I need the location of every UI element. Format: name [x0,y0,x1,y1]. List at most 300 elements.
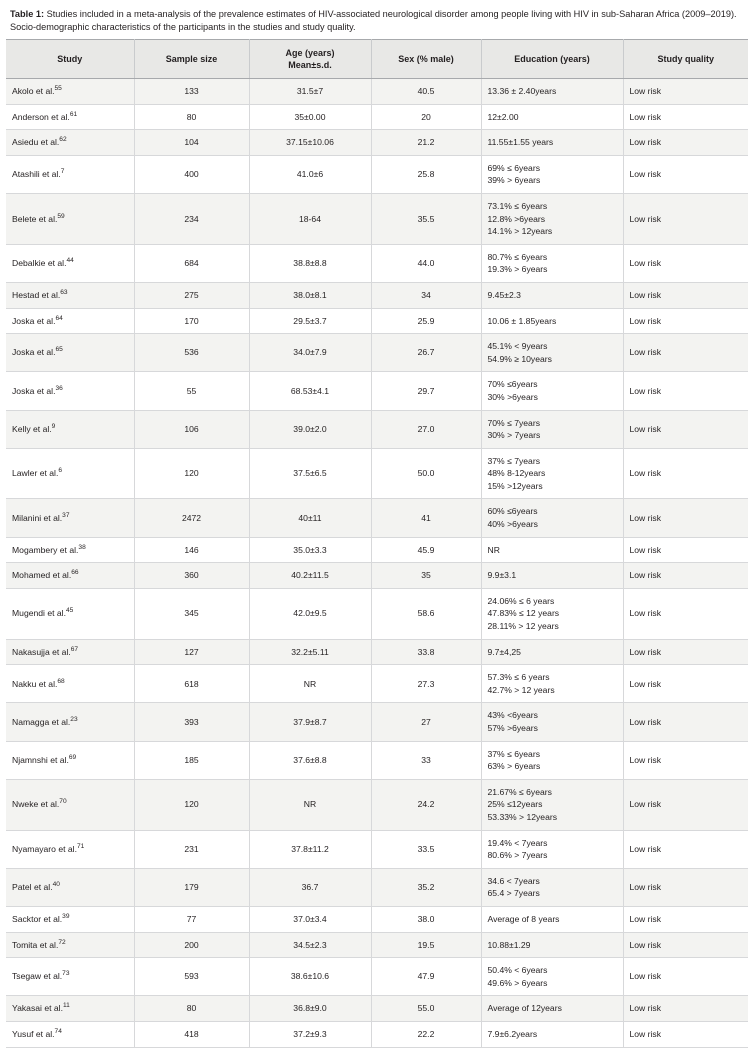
cell-study-quality: Low risk [623,703,748,741]
education-line: 11.55±1.55 years [487,137,554,148]
study-reference: 45 [65,607,74,615]
cell-age: 42.0±9.5 [249,588,371,639]
cell-study [6,588,134,639]
education-line: 45.1% < 9years [487,341,548,352]
study-name: Joska et al. [12,385,56,396]
education-line: 40% >6years [487,519,538,530]
cell-study [6,639,134,665]
cell-sample-size: 536 [134,334,249,372]
cell-sex: 41 [371,499,481,537]
cell-education [481,537,623,563]
study-reference: 69 [68,754,77,762]
cell-study-quality: Low risk [623,996,748,1022]
cell-sample-size: 55 [134,372,249,410]
education-line: 65.4 > 7years [487,888,540,899]
study-name: Nakasujja et al. [12,646,71,657]
cell-education [481,334,623,372]
cell-age: 31.5±7 [249,79,371,105]
education-line: 69% ≤ 6years [487,162,540,173]
cell-study-quality: Low risk [623,130,748,156]
cell-study-quality: Low risk [623,639,748,665]
table-row [6,155,748,193]
cell-study [6,958,134,996]
table-row [6,372,748,410]
cell-education [481,588,623,639]
study-name: Lawler et al. [12,468,59,479]
cell-age: 37.0±3.4 [249,906,371,932]
education-line: 53.33% > 12years [487,811,558,822]
study-name: Nweke et al. [12,799,60,810]
cell-sex: 33.5 [371,830,481,868]
education-line: 19.4% < 7years [487,837,548,848]
cell-age: 37.8±11.2 [249,830,371,868]
cell-study-quality: Low risk [623,193,748,244]
cell-age: 36.7 [249,868,371,906]
cell-sample-size: 80 [134,996,249,1022]
table-row [6,639,748,665]
study-name: Akolo et al. [12,86,55,96]
cell-education [481,410,623,448]
cell-age: 38.8±8.8 [249,244,371,282]
study-name: Hestad et al. [12,289,61,300]
cell-study [6,155,134,193]
cell-sample-size: 393 [134,703,249,741]
cell-sex: 45.9 [371,537,481,563]
cell-age: 38.0±8.1 [249,282,371,308]
cell-sex: 27.0 [371,410,481,448]
column-header-age-line1: Age (years) [285,48,335,58]
education-line: 50.4% < 6years [487,965,548,976]
cell-study [6,244,134,282]
study-name: Mohamed et al. [12,570,72,581]
education-line: 60% ≤6years [487,506,538,517]
column-header-sex: Sex (% male) [371,40,481,79]
cell-sex: 33 [371,741,481,779]
study-reference: 70 [59,798,67,806]
cell-age: NR [249,779,371,830]
cell-sex: 27.3 [371,665,481,703]
cell-study-quality: Low risk [623,932,748,958]
education-line: 49.6% > 6years [487,977,548,988]
cell-study [6,79,134,105]
cell-education [481,372,623,410]
table-row [6,334,748,372]
studies-table [6,39,748,1048]
table-row [6,868,748,906]
cell-sample-size: 127 [134,639,249,665]
cell-age: 38.6±10.6 [249,958,371,996]
table-row [6,665,748,703]
cell-sample-size: 275 [134,282,249,308]
study-name: Joska et al. [12,347,56,358]
cell-education [481,703,623,741]
cell-education [481,1021,623,1047]
cell-study-quality: Low risk [623,958,748,996]
education-line: Average of 8 years [487,913,560,924]
table-header [6,40,748,79]
cell-study [6,372,134,410]
cell-sex: 22.2 [371,1021,481,1047]
education-line: 34.6 < 7years [487,875,540,886]
cell-study-quality: Low risk [623,282,748,308]
table-row [6,130,748,156]
cell-sample-size: 2472 [134,499,249,537]
cell-sample-size: 133 [134,79,249,105]
cell-sample-size: 231 [134,830,249,868]
cell-study [6,703,134,741]
cell-sample-size: 106 [134,410,249,448]
cell-education [481,741,623,779]
table-row [6,499,748,537]
cell-age: 41.0±6 [249,155,371,193]
table-caption-label: Table 1: [10,9,45,19]
cell-sex: 25.8 [371,155,481,193]
education-line: 28.11% > 12 years [487,621,559,632]
cell-study-quality: Low risk [623,1021,748,1047]
cell-study-quality: Low risk [623,244,748,282]
cell-education [481,79,623,105]
cell-sex: 19.5 [371,932,481,958]
cell-sample-size: 120 [134,779,249,830]
cell-age: 36.8±9.0 [249,996,371,1022]
cell-education [481,282,623,308]
cell-education [481,958,623,996]
education-line: 73.1% ≤ 6years [487,200,548,211]
study-reference: 73 [62,970,70,978]
cell-study-quality: Low risk [623,104,748,130]
cell-study [6,741,134,779]
cell-study [6,410,134,448]
study-reference: 55 [54,85,62,93]
education-line: 80.6% > 7years [487,850,548,861]
cell-sample-size: 593 [134,958,249,996]
cell-study [6,334,134,372]
cell-sex: 58.6 [371,588,481,639]
cell-study-quality: Low risk [623,448,748,499]
cell-age: 29.5±3.7 [249,308,371,334]
education-line: 57% >6years [487,723,538,733]
cell-age: 37.6±8.8 [249,741,371,779]
cell-age: 35.0±3.3 [249,537,371,563]
cell-study [6,499,134,537]
table-row [6,958,748,996]
cell-age: 39.0±2.0 [249,410,371,448]
cell-study [6,665,134,703]
cell-sex: 20 [371,104,481,130]
education-line: 70% ≤ 7years [487,417,540,428]
education-line: 9.9±3.1 [487,570,517,581]
cell-study [6,104,134,130]
column-header-age [249,40,371,79]
cell-sample-size: 120 [134,448,249,499]
cell-age: NR [249,665,371,703]
cell-sex: 34 [371,282,481,308]
cell-age: 34.5±2.3 [249,932,371,958]
cell-sex: 26.7 [371,334,481,372]
study-reference: 59 [57,212,65,220]
study-name: Nakku et al. [12,678,58,689]
cell-education [481,996,623,1022]
education-line: 12±2.00 [487,111,519,122]
cell-study [6,1021,134,1047]
cell-sample-size: 400 [134,155,249,193]
cell-study-quality: Low risk [623,537,748,563]
study-reference: 7 [60,168,65,176]
study-reference: 11 [62,1002,70,1010]
table-row [6,410,748,448]
table-row [6,448,748,499]
study-name: Sacktor et al. [12,913,63,924]
cell-sample-size: 77 [134,906,249,932]
cell-sex: 50.0 [371,448,481,499]
cell-study [6,563,134,589]
table-row [6,1021,748,1047]
education-line: 10.06 ± 1.85years [487,315,557,326]
education-line: NR [487,544,500,555]
cell-study-quality: Low risk [623,741,748,779]
education-line: 19.3% > 6years [487,264,548,275]
column-header-sample-size: Sample size [134,40,249,79]
cell-sex: 47.9 [371,958,481,996]
cell-sex: 27 [371,703,481,741]
cell-education [481,499,623,537]
cell-sample-size: 418 [134,1021,249,1047]
cell-education [481,155,623,193]
cell-study-quality: Low risk [623,334,748,372]
cell-education [481,193,623,244]
study-reference: 23 [70,715,78,723]
study-name: Anderson et al. [12,111,70,122]
cell-sample-size: 179 [134,868,249,906]
cell-study-quality: Low risk [623,308,748,334]
study-name: Njamnshi et al. [12,754,69,765]
cell-sample-size: 684 [134,244,249,282]
education-line: 63% > 6years [487,761,541,772]
cell-sample-size: 146 [134,537,249,563]
cell-sample-size: 80 [134,104,249,130]
study-reference: 9 [51,422,56,430]
cell-sample-size: 345 [134,588,249,639]
table-row [6,308,748,334]
cell-education [481,130,623,156]
cell-age: 32.2±5.11 [249,639,371,665]
education-line: 70% ≤6years [487,379,538,390]
cell-sex: 29.7 [371,372,481,410]
education-line: 37% ≤ 6years [487,748,540,759]
cell-age: 68.53±4.1 [249,372,371,410]
table-row [6,104,748,130]
education-line: 30% >6years [487,391,538,402]
table-row [6,244,748,282]
cell-study-quality: Low risk [623,563,748,589]
cell-sample-size: 234 [134,193,249,244]
cell-study-quality: Low risk [623,499,748,537]
education-line: Average of 12years [487,1003,562,1014]
cell-study [6,906,134,932]
study-reference: 39 [62,913,70,921]
study-name: Nyamayaro et al. [12,843,77,854]
table-caption-text: Studies included in a meta-analysis of the prevalence estimates of HIV-associated neurological disorder among people living with HIV in sub-Saharan Africa (2009–2019). Socio-demographic characteristics of the participants in the studies and study quality. [10,9,737,32]
education-line: 14.1% > 12years [487,226,553,237]
education-line: 7.9±6.2years [487,1028,538,1039]
study-name: Joska et al. [12,315,56,326]
education-line: 9.45±2.3 [487,289,521,300]
cell-age: 40±11 [249,499,371,537]
study-name: Milanini et al. [12,512,63,523]
table-row [6,537,748,563]
table-header-row [6,40,748,79]
study-reference: 67 [70,645,79,653]
table-row [6,79,748,105]
cell-sex: 25.9 [371,308,481,334]
cell-study [6,130,134,156]
table-row [6,906,748,932]
cell-study [6,308,134,334]
study-name: Namagga et al. [12,716,71,727]
cell-study-quality: Low risk [623,372,748,410]
column-header-education: Education (years) [481,40,623,79]
study-reference: 66 [71,569,79,577]
table-caption [6,6,748,39]
cell-age: 37.9±8.7 [249,703,371,741]
table-row [6,588,748,639]
cell-study-quality: Low risk [623,779,748,830]
study-reference: 74 [54,1028,62,1036]
cell-study [6,537,134,563]
cell-education [481,244,623,282]
cell-study-quality: Low risk [623,79,748,105]
table-row [6,193,748,244]
table-row [6,282,748,308]
study-reference: 72 [58,938,66,946]
column-header-study-quality: Study quality [623,40,748,79]
cell-study-quality: Low risk [623,868,748,906]
cell-age: 18-64 [249,193,371,244]
table-row [6,932,748,958]
education-line: 24.06% ≤ 6 years [487,595,555,606]
education-line: 25% ≤12years [487,799,543,810]
table-row [6,779,748,830]
study-reference: 61 [69,110,78,118]
cell-education [481,932,623,958]
column-header-study: Study [6,40,134,79]
education-line: 42.7% > 12 years [487,684,555,695]
study-reference: 6 [58,467,63,475]
cell-study [6,932,134,958]
education-line: 9.7±4,25 [487,646,521,657]
cell-education [481,104,623,130]
education-line: 15% >12years [487,480,543,491]
cell-study-quality: Low risk [623,410,748,448]
cell-study-quality: Low risk [623,906,748,932]
cell-study [6,779,134,830]
cell-study [6,830,134,868]
cell-sex: 38.0 [371,906,481,932]
study-name: Atashili et al. [12,169,61,180]
education-line: 37% ≤ 7years [487,455,540,466]
cell-education [481,868,623,906]
table-row [6,563,748,589]
study-reference: 40 [52,881,60,889]
study-name: Debalkie et al. [12,258,67,269]
study-reference: 44 [66,257,74,265]
cell-sample-size: 170 [134,308,249,334]
cell-study-quality: Low risk [623,665,748,703]
cell-age: 34.0±7.9 [249,334,371,372]
education-line: 43% <6years [487,710,538,721]
study-reference: 71 [76,843,85,850]
column-header-age-line2: Mean±s.d. [288,60,332,70]
study-name: Mugendi et al. [12,608,66,619]
study-reference: 38 [78,543,86,551]
cell-study-quality: Low risk [623,830,748,868]
education-line: 57.3% ≤ 6 years [487,672,550,683]
study-name: Mogambery et al. [12,544,79,555]
cell-education [481,448,623,499]
table-row [6,996,748,1022]
study-reference: 62 [59,136,67,144]
cell-education [481,563,623,589]
study-name: Kelly et al. [12,423,52,434]
cell-sample-size: 360 [134,563,249,589]
study-name: Tomita et al. [12,939,59,950]
cell-study [6,193,134,244]
cell-sex: 44.0 [371,244,481,282]
cell-study [6,996,134,1022]
cell-age: 35±0.00 [249,104,371,130]
cell-sample-size: 185 [134,741,249,779]
education-line: 39% > 6years [487,175,541,186]
cell-study [6,868,134,906]
cell-education [481,830,623,868]
cell-education [481,308,623,334]
cell-sex: 40.5 [371,79,481,105]
table-body [6,79,748,1048]
cell-education [481,906,623,932]
study-reference: 37 [62,511,70,519]
cell-education [481,665,623,703]
cell-education [481,639,623,665]
cell-sample-size: 200 [134,932,249,958]
education-line: 30% > 7years [487,430,541,441]
cell-sample-size: 104 [134,130,249,156]
cell-study [6,282,134,308]
study-reference: 36 [55,384,63,392]
cell-education [481,779,623,830]
education-line: 13.36 ± 2.40years [487,86,557,96]
cell-study [6,448,134,499]
cell-sex: 35.2 [371,868,481,906]
cell-sex: 21.2 [371,130,481,156]
cell-age: 37.2±9.3 [249,1021,371,1047]
cell-age: 37.5±6.5 [249,448,371,499]
study-reference: 68 [57,677,65,685]
study-name: Tsegaw et al. [12,971,63,982]
education-line: 54.9% ≥ 10years [487,353,552,364]
education-line: 12.8% >6years [487,213,546,224]
cell-age: 40.2±11.5 [249,563,371,589]
table-row [6,703,748,741]
table-row [6,741,748,779]
cell-sex: 24.2 [371,779,481,830]
education-line: 10.88±1.29 [487,939,531,950]
study-reference: 63 [60,289,68,297]
education-line: 21.67% ≤ 6years [487,786,552,797]
cell-study-quality: Low risk [623,155,748,193]
study-name: Yakasai et al. [12,1003,63,1014]
cell-age: 37.15±10.06 [249,130,371,156]
table-row [6,830,748,868]
